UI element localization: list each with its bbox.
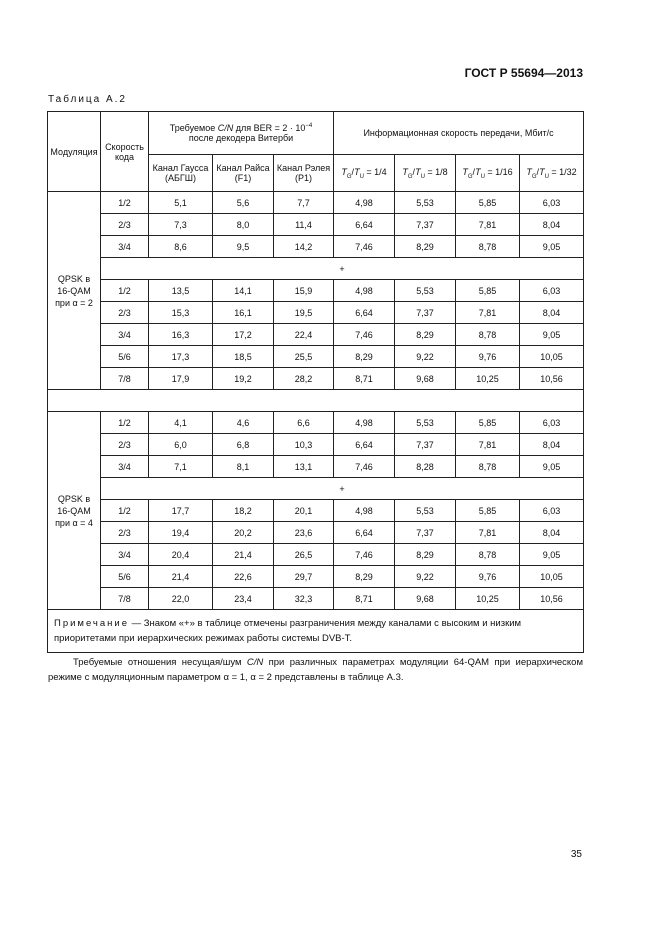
table-row — [48, 214, 584, 236]
header-ratio-1-32: $T_G/T_U = 1/32$ — [520, 155, 584, 192]
code-rate-cell: 2/3 — [101, 434, 149, 456]
code-rate-cell: 3/4 — [101, 544, 149, 566]
value-cell: 20,1 — [274, 500, 334, 522]
code-rate-cell: 7/8 — [101, 368, 149, 390]
code-rate-cell: 5/6 — [101, 346, 149, 368]
value-cell: 9,5 — [213, 236, 274, 258]
value-cell: 7,37 — [395, 214, 456, 236]
value-cell: 6,03 — [520, 412, 584, 434]
value-cell: 9,05 — [520, 236, 584, 258]
value-cell: 6,0 — [149, 434, 213, 456]
value-cell: 9,76 — [456, 566, 520, 588]
value-cell: 7,46 — [334, 456, 395, 478]
value-cell: 13,5 — [149, 280, 213, 302]
value-cell: 18,2 — [213, 500, 274, 522]
value-cell: 4,6 — [213, 412, 274, 434]
value-cell: 6,64 — [334, 522, 395, 544]
value-cell: 8,0 — [213, 214, 274, 236]
value-cell: 21,4 — [213, 544, 274, 566]
value-cell: 9,76 — [456, 346, 520, 368]
header-cn-group: Требуемое C/N для BER = $2 \cdot 10^{-4}$ после декодера Витерби — [149, 112, 334, 155]
document-code: ГОСТ Р 55694—2013 — [464, 66, 583, 80]
value-cell: 4,98 — [334, 500, 395, 522]
value-cell: 6,64 — [334, 434, 395, 456]
value-cell: 7,81 — [456, 522, 520, 544]
value-cell: 29,7 — [274, 566, 334, 588]
value-cell: 26,5 — [274, 544, 334, 566]
value-cell: 9,22 — [395, 346, 456, 368]
modulation-cell: QPSK в 16-QAM при α = 4 — [48, 412, 101, 610]
value-cell: 4,98 — [334, 280, 395, 302]
code-rate-cell: 2/3 — [101, 522, 149, 544]
value-cell: 15,3 — [149, 302, 213, 324]
value-cell: 32,3 — [274, 588, 334, 610]
priority-separator: + — [101, 258, 584, 280]
value-cell: 8,04 — [520, 522, 584, 544]
header-ratio-1-4: $T_G/T_U = 1/4$ — [334, 155, 395, 192]
table-row — [48, 434, 584, 456]
page-number: 35 — [570, 849, 582, 860]
table-row — [48, 302, 584, 324]
value-cell: 5,85 — [456, 280, 520, 302]
value-cell: 5,85 — [456, 412, 520, 434]
value-cell: 9,05 — [520, 324, 584, 346]
priority-separator-row — [48, 478, 584, 500]
code-rate-cell: 1/2 — [101, 500, 149, 522]
value-cell: 16,3 — [149, 324, 213, 346]
value-cell: 7,81 — [456, 302, 520, 324]
value-cell: 7,46 — [334, 236, 395, 258]
value-cell: 11,4 — [274, 214, 334, 236]
value-cell: 8,71 — [334, 368, 395, 390]
value-cell: 8,29 — [334, 346, 395, 368]
value-cell: 20,2 — [213, 522, 274, 544]
value-cell: 14,2 — [274, 236, 334, 258]
value-cell: 7,1 — [149, 456, 213, 478]
value-cell: 4,1 — [149, 412, 213, 434]
value-cell: 17,9 — [149, 368, 213, 390]
table-title: Таблица А.2 — [48, 94, 127, 105]
table-row — [48, 544, 584, 566]
value-cell: 14,1 — [213, 280, 274, 302]
code-rate-cell: 3/4 — [101, 456, 149, 478]
modulation-cell: QPSK в 16-QAM при α = 2 — [48, 192, 101, 390]
value-cell: 6,64 — [334, 302, 395, 324]
value-cell: 8,78 — [456, 544, 520, 566]
table-row — [48, 500, 584, 522]
table-row — [48, 522, 584, 544]
value-cell: 8,04 — [520, 214, 584, 236]
value-cell: 8,78 — [456, 456, 520, 478]
value-cell: 20,4 — [149, 544, 213, 566]
value-cell: 7,46 — [334, 544, 395, 566]
value-cell: 10,05 — [520, 346, 584, 368]
value-cell: 9,05 — [520, 456, 584, 478]
value-cell: 21,4 — [149, 566, 213, 588]
table-row — [48, 280, 584, 302]
header-ratio-1-8: $T_G/T_U = 1/8$ — [395, 155, 456, 192]
value-cell: 10,05 — [520, 566, 584, 588]
value-cell: 8,04 — [520, 434, 584, 456]
value-cell: 5,53 — [395, 280, 456, 302]
priority-separator-row — [48, 258, 584, 280]
body-paragraph: Требуемые отношения несущая/шум C/N при различных параметрах модуляции 64-QAM при иерархическом режиме с модуляционным параметром α = 1, α = 2 представлены в таблице А.3. — [48, 656, 584, 683]
header-info-rate-group: Информационная скорость передачи, Мбит/с — [334, 112, 584, 155]
table-row — [48, 368, 584, 390]
code-rate-cell: 2/3 — [101, 214, 149, 236]
table-section-alpha-4 — [48, 412, 584, 610]
value-cell: 17,2 — [213, 324, 274, 346]
value-cell: 10,56 — [520, 368, 584, 390]
code-rate-cell: 3/4 — [101, 324, 149, 346]
table-row — [48, 346, 584, 368]
value-cell: 6,8 — [213, 434, 274, 456]
value-cell: 9,05 — [520, 544, 584, 566]
header-modulation: Модуляция — [48, 112, 101, 192]
value-cell: 5,53 — [395, 192, 456, 214]
table-row — [48, 588, 584, 610]
table-row — [48, 324, 584, 346]
value-cell: 18,5 — [213, 346, 274, 368]
value-cell: 8,29 — [395, 236, 456, 258]
value-cell: 22,0 — [149, 588, 213, 610]
value-cell: 8,78 — [456, 236, 520, 258]
value-cell: 10,3 — [274, 434, 334, 456]
value-cell: 8,29 — [395, 544, 456, 566]
table-row — [48, 236, 584, 258]
header-ratio-1-16: $T_G/T_U = 1/16$ — [456, 155, 520, 192]
value-cell: 6,64 — [334, 214, 395, 236]
table-note: Примечание — Знаком «+» в таблице отмечены разграничения между каналами с высоким и низким приоритетами при иерархических режимах работы системы DVB-T. — [48, 610, 584, 653]
value-cell: 23,6 — [274, 522, 334, 544]
data-table — [47, 111, 584, 653]
value-cell: 6,6 — [274, 412, 334, 434]
value-cell: 8,04 — [520, 302, 584, 324]
value-cell: 17,3 — [149, 346, 213, 368]
value-cell: 25,5 — [274, 346, 334, 368]
value-cell: 7,37 — [395, 522, 456, 544]
header-gauss: Канал Гаусса (АБГШ) — [149, 155, 213, 192]
value-cell: 6,03 — [520, 280, 584, 302]
value-cell: 8,28 — [395, 456, 456, 478]
header-rice: Канал Райса (F1) — [213, 155, 274, 192]
value-cell: 7,81 — [456, 214, 520, 236]
value-cell: 8,1 — [213, 456, 274, 478]
value-cell: 9,68 — [395, 588, 456, 610]
value-cell: 4,98 — [334, 412, 395, 434]
value-cell: 7,37 — [395, 434, 456, 456]
value-cell: 19,2 — [213, 368, 274, 390]
value-cell: 5,85 — [456, 192, 520, 214]
value-cell: 5,85 — [456, 500, 520, 522]
value-cell: 9,22 — [395, 566, 456, 588]
table-spacer-row — [48, 390, 584, 412]
value-cell: 17,7 — [149, 500, 213, 522]
priority-separator: + — [101, 478, 584, 500]
value-cell: 9,68 — [395, 368, 456, 390]
value-cell: 16,1 — [213, 302, 274, 324]
table-section-alpha-2 — [48, 192, 584, 390]
value-cell: 10,25 — [456, 588, 520, 610]
code-rate-cell: 5/6 — [101, 566, 149, 588]
value-cell: 22,4 — [274, 324, 334, 346]
value-cell: 23,4 — [213, 588, 274, 610]
value-cell: 15,9 — [274, 280, 334, 302]
value-cell: 7,46 — [334, 324, 395, 346]
value-cell: 4,98 — [334, 192, 395, 214]
value-cell: 22,6 — [213, 566, 274, 588]
value-cell: 6,03 — [520, 500, 584, 522]
value-cell: 8,71 — [334, 588, 395, 610]
code-rate-cell: 1/2 — [101, 412, 149, 434]
value-cell: 13,1 — [274, 456, 334, 478]
value-cell: 5,53 — [395, 412, 456, 434]
value-cell: 28,2 — [274, 368, 334, 390]
code-rate-cell: 1/2 — [101, 280, 149, 302]
code-rate-cell: 7/8 — [101, 588, 149, 610]
table-row — [48, 192, 584, 214]
value-cell: 7,81 — [456, 434, 520, 456]
value-cell: 8,29 — [334, 566, 395, 588]
value-cell: 19,5 — [274, 302, 334, 324]
code-rate-cell: 3/4 — [101, 236, 149, 258]
value-cell: 5,6 — [213, 192, 274, 214]
code-rate-cell: 2/3 — [101, 302, 149, 324]
table-row — [48, 566, 584, 588]
value-cell: 10,56 — [520, 588, 584, 610]
table-row — [48, 412, 584, 434]
table-row — [48, 456, 584, 478]
value-cell: 8,6 — [149, 236, 213, 258]
code-rate-cell: 1/2 — [101, 192, 149, 214]
value-cell: 8,29 — [395, 324, 456, 346]
value-cell: 10,25 — [456, 368, 520, 390]
value-cell: 6,03 — [520, 192, 584, 214]
header-rayleigh: Канал Рэлея (P1) — [274, 155, 334, 192]
value-cell: 7,7 — [274, 192, 334, 214]
value-cell: 7,37 — [395, 302, 456, 324]
value-cell: 5,53 — [395, 500, 456, 522]
value-cell: 7,3 — [149, 214, 213, 236]
value-cell: 8,78 — [456, 324, 520, 346]
value-cell: 19,4 — [149, 522, 213, 544]
header-code-rate: Скорость кода — [101, 112, 149, 192]
value-cell: 5,1 — [149, 192, 213, 214]
